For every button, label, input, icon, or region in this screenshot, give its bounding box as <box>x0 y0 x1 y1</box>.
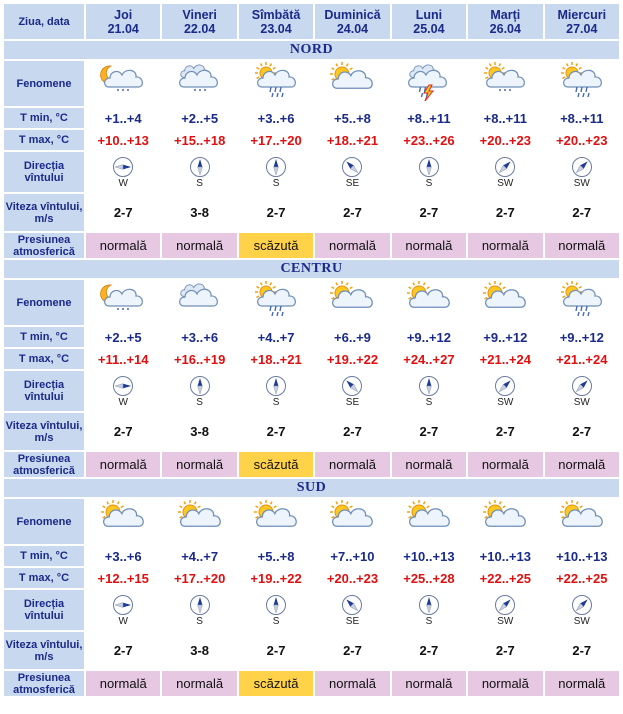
wind-speed-value: 2-7 <box>239 194 313 231</box>
tmin-value: +10..+13 <box>392 546 466 566</box>
region-title: SUD <box>4 479 619 497</box>
wind-dir-cell <box>315 371 389 411</box>
weather-cell <box>162 280 236 325</box>
wind-dir-cell <box>162 590 236 630</box>
phenomena-row-label: Fenomene <box>4 280 84 325</box>
pressure-value: normală <box>162 452 236 477</box>
weather-cell <box>468 280 542 325</box>
tmax-row-label: T max, °C <box>4 349 84 369</box>
wind-dir-label: S <box>425 397 433 408</box>
pressure-value: normală <box>545 452 619 477</box>
tmax-value: +19..+22 <box>239 568 313 588</box>
wind-dir-label: SW <box>573 178 590 189</box>
wind-dir-cell <box>86 590 160 630</box>
weather-cell <box>315 61 389 106</box>
forecast-table <box>2 2 621 698</box>
pressure-row <box>4 452 619 477</box>
wind-speed-value: 2-7 <box>545 194 619 231</box>
cloud-drizzle-icon <box>172 61 228 101</box>
tmax-value: +19..+22 <box>315 349 389 369</box>
pressure-value: normală <box>162 671 236 696</box>
tmin-value: +3..+6 <box>239 108 313 128</box>
tmin-row <box>4 546 619 566</box>
tmin-value: +5..+8 <box>239 546 313 566</box>
wind-speed-value: 2-7 <box>545 413 619 450</box>
sun-cloud-rain-icon <box>554 61 610 101</box>
pressure-row <box>4 233 619 258</box>
weather-cell <box>392 280 466 325</box>
wind-speed-value: 3-8 <box>162 413 236 450</box>
tmax-value: +20..+23 <box>545 130 619 150</box>
wind-arrow-icon <box>494 375 516 397</box>
wind-dir-cell <box>545 152 619 192</box>
wind-dir-cell <box>162 371 236 411</box>
sun-cloud-icon <box>477 499 533 539</box>
tmax-value: +18..+21 <box>239 349 313 369</box>
pressure-row <box>4 671 619 696</box>
tmax-value: +22..+25 <box>468 568 542 588</box>
weather-cell <box>392 61 466 106</box>
pressure-row-label: Presiunea atmosferică <box>4 671 84 696</box>
tmax-row <box>4 568 619 588</box>
wind-dir-row <box>4 152 619 192</box>
wind-speed-value: 2-7 <box>86 632 160 669</box>
wind-dir-cell <box>315 590 389 630</box>
day-date: 24.04 <box>336 21 369 36</box>
tmax-value: +12..+15 <box>86 568 160 588</box>
pressure-value: normală <box>86 233 160 258</box>
wind-arrow-icon <box>265 375 287 397</box>
wind-speed-row-label: Viteza vîntului, m/s <box>4 632 84 669</box>
wind-speed-value: 2-7 <box>86 413 160 450</box>
wind-arrow-icon <box>418 156 440 178</box>
wind-dir-label: SW <box>573 397 590 408</box>
sun-cloud-icon <box>248 499 304 539</box>
pressure-value: normală <box>162 233 236 258</box>
day-name: Duminică <box>324 7 381 22</box>
wind-dir-label: W <box>118 178 128 189</box>
tmin-row-label: T min, °C <box>4 108 84 128</box>
tmin-value: +10..+13 <box>545 546 619 566</box>
wind-dir-label: SE <box>345 397 360 408</box>
wind-speed-value: 2-7 <box>545 632 619 669</box>
tmin-value: +8..+11 <box>545 108 619 128</box>
wind-speed-value: 2-7 <box>392 632 466 669</box>
pressure-value: normală <box>392 452 466 477</box>
wind-dir-cell <box>468 371 542 411</box>
phenomena-row <box>4 499 619 544</box>
wind-dir-label: W <box>118 616 128 627</box>
wind-dir-label: SE <box>345 616 360 627</box>
wind-arrow-icon <box>189 594 211 616</box>
day-name: Miercuri <box>557 7 607 22</box>
moon-cloud-drizzle-icon <box>95 280 151 320</box>
wind-arrow-icon <box>571 156 593 178</box>
wind-dir-cell <box>468 152 542 192</box>
day-date: 26.04 <box>489 21 521 36</box>
moon-cloud-drizzle-icon <box>95 61 151 101</box>
wind-arrow-icon <box>189 156 211 178</box>
region-row <box>4 479 619 497</box>
wind-dir-row-label: Direcția vîntului <box>4 590 84 630</box>
phenomena-row <box>4 61 619 106</box>
day-date: 23.04 <box>260 21 292 36</box>
wind-dir-cell <box>315 152 389 192</box>
wind-arrow-icon <box>494 594 516 616</box>
sun-cloud-icon <box>95 499 151 539</box>
weather-cell <box>545 61 619 106</box>
weather-cell <box>86 280 160 325</box>
wind-dir-label: S <box>272 178 280 189</box>
wind-dir-cell <box>86 152 160 192</box>
wind-dir-label: S <box>196 178 203 189</box>
wind-dir-cell <box>86 371 160 411</box>
wind-dir-label: W <box>118 397 128 408</box>
tmin-row <box>4 327 619 347</box>
tmax-row-label: T max, °C <box>4 568 84 588</box>
tmax-value: +16..+19 <box>162 349 236 369</box>
day-name: Vineri <box>182 7 217 22</box>
wind-dir-cell <box>392 371 466 411</box>
tmin-value: +3..+6 <box>162 327 236 347</box>
tmin-row <box>4 108 619 128</box>
pressure-value: scăzută <box>239 671 313 696</box>
day-header <box>315 4 389 39</box>
wind-speed-row <box>4 194 619 231</box>
day-header <box>162 4 236 39</box>
wind-arrow-icon <box>265 594 287 616</box>
phenomena-row <box>4 280 619 325</box>
wind-dir-cell <box>392 590 466 630</box>
tmin-value: +1..+4 <box>86 108 160 128</box>
wind-speed-value: 2-7 <box>315 632 389 669</box>
weather-cell <box>239 280 313 325</box>
sun-cloud-icon <box>401 280 457 320</box>
wind-speed-value: 2-7 <box>315 194 389 231</box>
day-date: 22.04 <box>183 21 216 36</box>
wind-dir-label: SW <box>497 178 514 189</box>
region-row <box>4 260 619 278</box>
day-header <box>468 4 542 39</box>
header-first-label: Ziua, data <box>4 4 84 39</box>
wind-dir-cell <box>545 590 619 630</box>
tmax-value: +21..+24 <box>545 349 619 369</box>
region-title: NORD <box>4 41 619 59</box>
tmin-value: +2..+5 <box>162 108 236 128</box>
cloud-icon <box>172 280 228 320</box>
weather-cell <box>545 499 619 544</box>
wind-dir-cell <box>545 371 619 411</box>
tmin-value: +9..+12 <box>392 327 466 347</box>
weather-cell <box>162 61 236 106</box>
day-name: Sîmbătă <box>251 7 301 22</box>
header-row <box>4 4 619 39</box>
tmax-value: +18..+21 <box>315 130 389 150</box>
pressure-value: scăzută <box>239 233 313 258</box>
wind-dir-label: S <box>425 178 433 189</box>
tmax-value: +11..+14 <box>86 349 160 369</box>
pressure-row-label: Presiunea atmosferică <box>4 452 84 477</box>
tmax-row <box>4 130 619 150</box>
wind-dir-row <box>4 371 619 411</box>
phenomena-row-label: Fenomene <box>4 499 84 544</box>
wind-arrow-icon <box>341 594 363 616</box>
wind-dir-label: S <box>272 616 280 627</box>
wind-dir-label: S <box>196 397 203 408</box>
weather-cell <box>239 499 313 544</box>
wind-dir-label: S <box>196 616 203 627</box>
tmax-value: +20..+23 <box>468 130 542 150</box>
wind-speed-value: 2-7 <box>468 194 542 231</box>
wind-dir-cell <box>239 371 313 411</box>
day-header <box>545 4 619 39</box>
sun-cloud-rain-icon <box>554 280 610 320</box>
weather-cell <box>86 499 160 544</box>
tmin-value: +6..+9 <box>315 327 389 347</box>
weather-cell <box>162 499 236 544</box>
tmin-row-label: T min, °C <box>4 327 84 347</box>
wind-dir-cell <box>468 590 542 630</box>
wind-arrow-icon <box>571 375 593 397</box>
day-date: 25.04 <box>413 21 445 36</box>
tmin-row-label: T min, °C <box>4 546 84 566</box>
wind-dir-row-label: Direcția vîntului <box>4 152 84 192</box>
tmax-row <box>4 349 619 369</box>
day-date: 27.04 <box>566 21 598 36</box>
day-header <box>392 4 466 39</box>
pressure-value: normală <box>468 671 542 696</box>
pressure-value: normală <box>468 452 542 477</box>
region-title: CENTRU <box>4 260 619 278</box>
tmin-value: +4..+7 <box>162 546 236 566</box>
sun-cloud-rain-icon <box>248 61 304 101</box>
wind-dir-label: SE <box>345 178 360 189</box>
pressure-value: normală <box>392 233 466 258</box>
sun-cloud-rain-icon <box>248 280 304 320</box>
wind-dir-cell <box>239 590 313 630</box>
tmax-value: +22..+25 <box>545 568 619 588</box>
day-header <box>239 4 313 39</box>
tmin-value: +8..+11 <box>392 108 466 128</box>
pressure-row-label: Presiunea atmosferică <box>4 233 84 258</box>
wind-dir-label: SW <box>497 616 514 627</box>
wind-arrow-icon <box>571 594 593 616</box>
wind-speed-row-label: Viteza vîntului, m/s <box>4 413 84 450</box>
wind-dir-cell <box>162 152 236 192</box>
cloud-thunder-rain-icon <box>401 61 457 101</box>
tmax-value: +10..+13 <box>86 130 160 150</box>
wind-arrow-icon <box>112 375 134 397</box>
tmax-value: +21..+24 <box>468 349 542 369</box>
wind-arrow-icon <box>189 375 211 397</box>
wind-speed-value: 2-7 <box>468 413 542 450</box>
day-header <box>86 4 160 39</box>
sun-cloud-drizzle-icon <box>477 61 533 101</box>
sun-cloud-icon <box>401 499 457 539</box>
wind-speed-value: 3-8 <box>162 632 236 669</box>
sun-cloud-icon <box>324 61 380 101</box>
wind-speed-row <box>4 632 619 669</box>
wind-dir-label: S <box>425 616 433 627</box>
wind-speed-value: 2-7 <box>239 632 313 669</box>
tmax-value: +24..+27 <box>392 349 466 369</box>
pressure-value: normală <box>468 233 542 258</box>
tmin-value: +10..+13 <box>468 546 542 566</box>
wind-speed-value: 2-7 <box>392 413 466 450</box>
pressure-value: normală <box>86 452 160 477</box>
weather-cell <box>315 280 389 325</box>
region-row <box>4 41 619 59</box>
forecast-wrapper <box>2 2 621 698</box>
wind-dir-row <box>4 590 619 630</box>
wind-dir-cell <box>392 152 466 192</box>
wind-arrow-icon <box>112 594 134 616</box>
sun-cloud-icon <box>172 499 228 539</box>
wind-speed-value: 3-8 <box>162 194 236 231</box>
wind-speed-value: 2-7 <box>239 413 313 450</box>
weather-cell <box>315 499 389 544</box>
wind-speed-value: 2-7 <box>86 194 160 231</box>
tmin-value: +5..+8 <box>315 108 389 128</box>
wind-arrow-icon <box>418 375 440 397</box>
weather-cell <box>239 61 313 106</box>
wind-arrow-icon <box>418 594 440 616</box>
tmin-value: +9..+12 <box>468 327 542 347</box>
pressure-value: scăzută <box>239 452 313 477</box>
tmax-value: +15..+18 <box>162 130 236 150</box>
tmin-value: +2..+5 <box>86 327 160 347</box>
tmax-value: +17..+20 <box>162 568 236 588</box>
phenomena-row-label: Fenomene <box>4 61 84 106</box>
tmin-value: +4..+7 <box>239 327 313 347</box>
tmax-value: +25..+28 <box>392 568 466 588</box>
wind-dir-label: SW <box>573 616 590 627</box>
pressure-value: normală <box>315 233 389 258</box>
day-name: Joi <box>114 7 133 22</box>
wind-speed-value: 2-7 <box>468 632 542 669</box>
wind-arrow-icon <box>494 156 516 178</box>
weather-cell <box>468 61 542 106</box>
pressure-value: normală <box>545 671 619 696</box>
pressure-value: normală <box>545 233 619 258</box>
tmin-value: +9..+12 <box>545 327 619 347</box>
sun-cloud-icon <box>554 499 610 539</box>
wind-speed-row <box>4 413 619 450</box>
day-name: Luni <box>415 7 443 22</box>
tmax-value: +23..+26 <box>392 130 466 150</box>
pressure-value: normală <box>86 671 160 696</box>
wind-dir-label: SW <box>497 397 514 408</box>
weather-cell <box>392 499 466 544</box>
wind-speed-value: 2-7 <box>392 194 466 231</box>
sun-cloud-icon <box>324 499 380 539</box>
wind-dir-label: S <box>272 397 280 408</box>
wind-arrow-icon <box>341 375 363 397</box>
day-name: Marți <box>490 7 521 22</box>
tmin-value: +3..+6 <box>86 546 160 566</box>
wind-arrow-icon <box>265 156 287 178</box>
weather-cell <box>468 499 542 544</box>
wind-arrow-icon <box>112 156 134 178</box>
sun-cloud-icon <box>477 280 533 320</box>
wind-speed-row-label: Viteza vîntului, m/s <box>4 194 84 231</box>
weather-cell <box>86 61 160 106</box>
day-date: 21.04 <box>107 21 139 36</box>
tmax-row-label: T max, °C <box>4 130 84 150</box>
weather-cell <box>545 280 619 325</box>
pressure-value: normală <box>315 452 389 477</box>
tmax-value: +20..+23 <box>315 568 389 588</box>
tmin-value: +8..+11 <box>468 108 542 128</box>
tmax-value: +17..+20 <box>239 130 313 150</box>
wind-arrow-icon <box>341 156 363 178</box>
wind-dir-cell <box>239 152 313 192</box>
pressure-value: normală <box>315 671 389 696</box>
pressure-value: normală <box>392 671 466 696</box>
wind-dir-row-label: Direcția vîntului <box>4 371 84 411</box>
tmin-value: +7..+10 <box>315 546 389 566</box>
wind-speed-value: 2-7 <box>315 413 389 450</box>
sun-cloud-icon <box>324 280 380 320</box>
